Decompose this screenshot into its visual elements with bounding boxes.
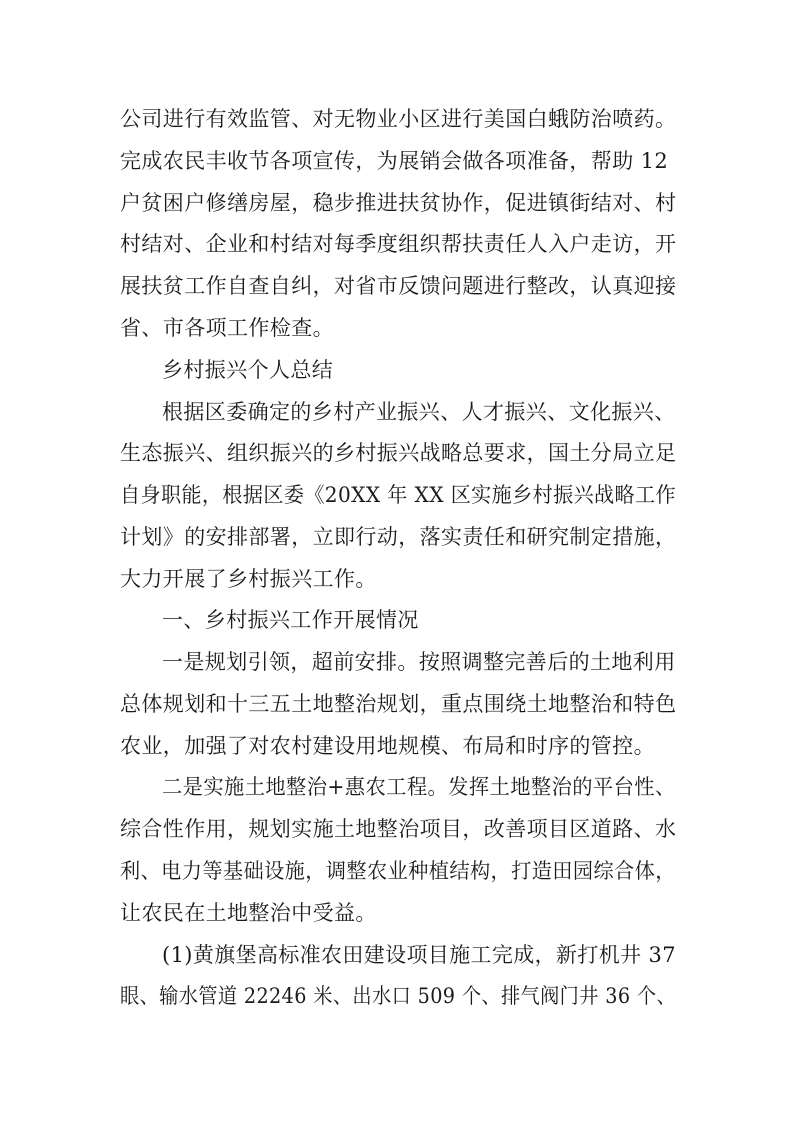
- text-line-4: 村结对、企业和村结对每季度组织帮扶责任人入户走访，开: [120, 232, 677, 256]
- text-line-15: 总体规划和十三五土地整治规划，重点围绕土地整治和特色: [120, 692, 677, 716]
- text-line-8: 根据区委确定的乡村产业振兴、人才振兴、文化振兴、: [162, 400, 676, 424]
- text-line-16: 农业，加强了对农村建设用地规模、布局和时序的管控。: [120, 734, 655, 758]
- text-line-14: 一是规划引领，超前安排。按照调整完善后的土地利用: [162, 650, 676, 674]
- text-line-6: 省、市各项工作检查。: [120, 316, 334, 340]
- text-line-18: 综合性作用，规划实施土地整治项目，改善项目区道路、水: [120, 817, 677, 841]
- text-line-3: 户贫困户修缮房屋，稳步推进扶贫协作，促进镇街结对、村: [120, 191, 677, 215]
- subsection-heading: 一、乡村振兴工作开展情况: [162, 608, 419, 632]
- text-line-17: 二是实施土地整治+惠农工程。发挥土地整治的平台性、: [162, 775, 676, 799]
- text-line-22: 眼、输水管道 22246 米、出水口 509 个、排气阀门井 36 个、: [120, 984, 677, 1008]
- text-line-21: (1)黄旗堡高标准农田建设项目施工完成，新打机井 37: [162, 943, 676, 967]
- text-line-12: 大力开展了乡村振兴工作。: [120, 567, 377, 591]
- text-line-11: 计划》的安排部署，立即行动，落实责任和研究制定措施，: [120, 525, 677, 549]
- text-line-10: 自身职能，根据区委《20XX 年 XX 区实施乡村振兴战略工作: [120, 483, 676, 507]
- section-heading: 乡村振兴个人总结: [162, 358, 334, 382]
- text-line-19: 利、电力等基础设施，调整农业种植结构，打造田园综合体，: [120, 859, 676, 883]
- text-line-9: 生态振兴、组织振兴的乡村振兴战略总要求，国土分局立足: [120, 441, 677, 465]
- text-line-2: 完成农民丰收节各项宣传，为展销会做各项准备，帮助 12: [120, 149, 669, 173]
- text-line-1: 公司进行有效监管、对无物业小区进行美国白蛾防治喷药。: [120, 107, 677, 131]
- text-line-20: 让农民在土地整治中受益。: [120, 901, 377, 925]
- text-line-5: 展扶贫工作自查自纠，对省市反馈问题进行整改，认真迎接: [120, 274, 677, 298]
